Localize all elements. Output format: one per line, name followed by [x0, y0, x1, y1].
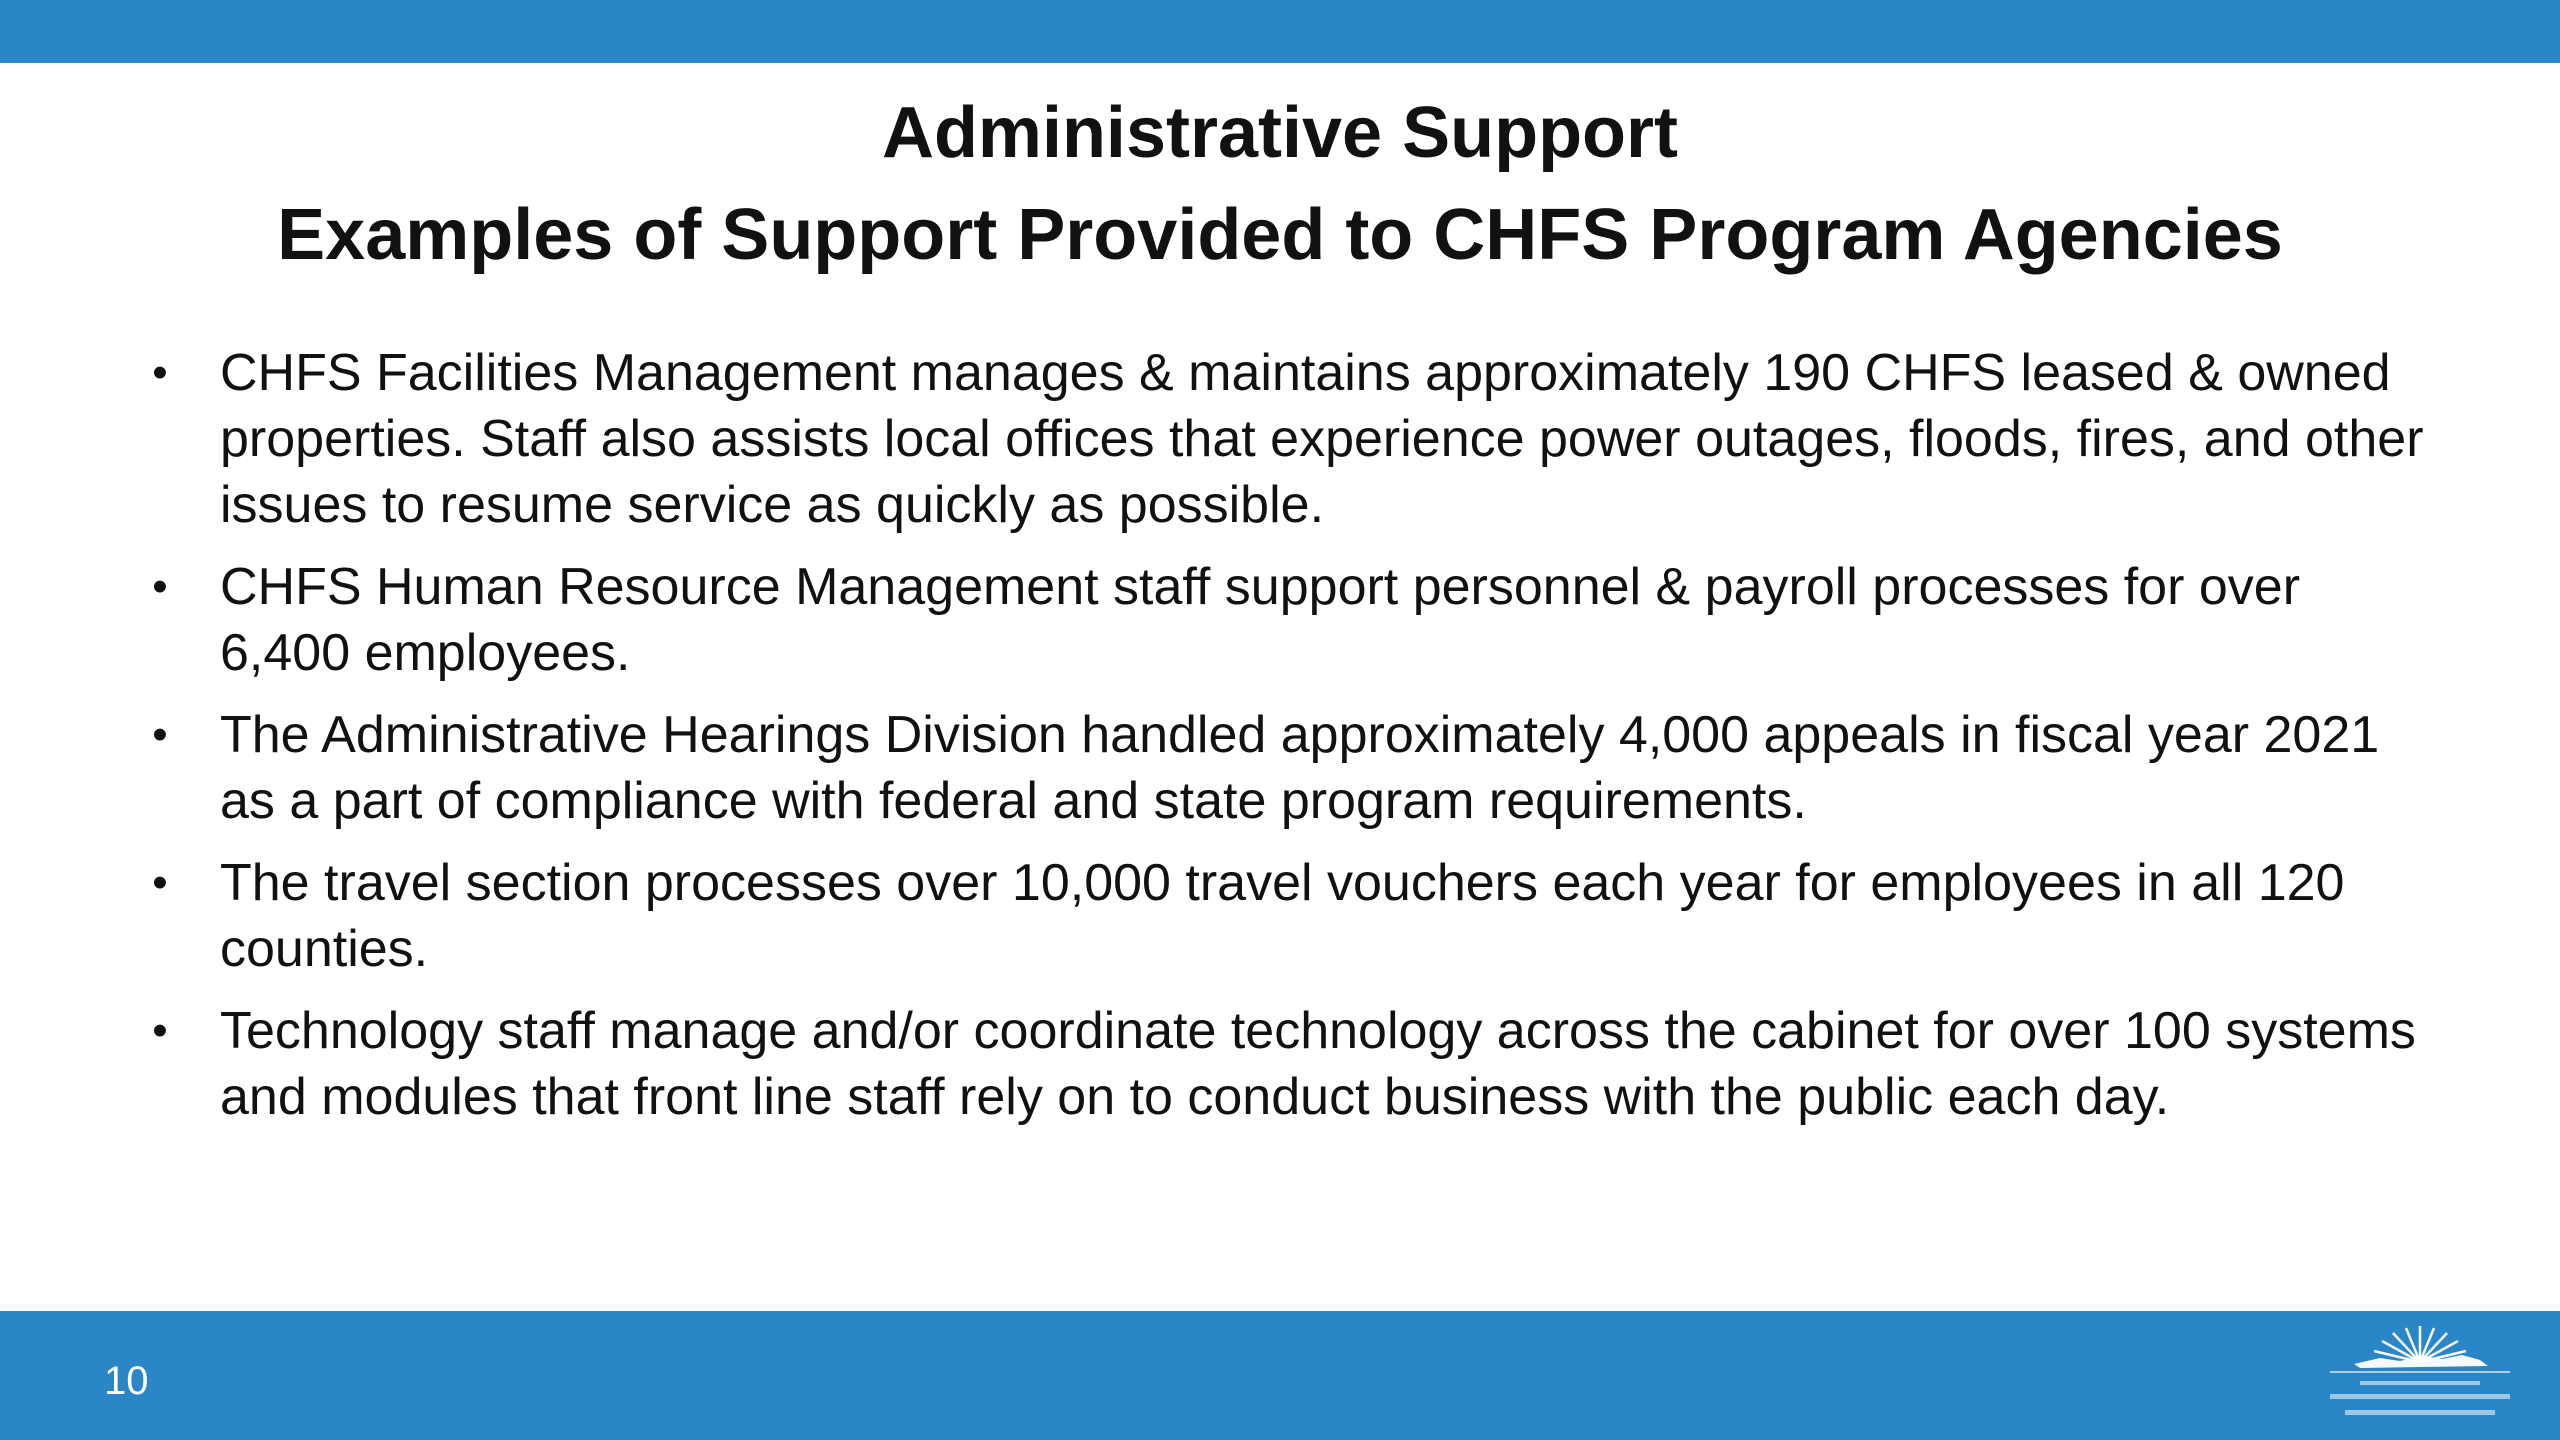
top-banner: [0, 0, 2560, 63]
bullet-text: CHFS Facilities Management manages & maintains approximately 190 CHFS leased & owned properties. Staff also assists local offices that experience power outages, floods, fires, and other issues to resume service as quickly as possible.: [220, 344, 2424, 534]
bullet-item: [140, 554, 2440, 686]
title-line-1: Administrative Support: [881, 93, 1679, 173]
bullet-text: The Administrative Hearings Division handled approximately 4,000 appeals in fiscal year 2021 as a part of compliance with federal and state program requirements.: [220, 706, 2380, 830]
bullet-text: The travel section processes over 10,000 travel vouchers each year for employees in all 120 counties.: [220, 854, 2345, 978]
bullet-item: [140, 340, 2440, 538]
bullet-marker: •: [152, 710, 168, 759]
bullet-marker: •: [152, 1006, 168, 1055]
bullet-text: CHFS Human Resource Management staff support personnel & payroll processes for over 6,400 employees.: [220, 558, 2301, 682]
kentucky-cabinet-logo-icon: [2320, 1318, 2520, 1428]
bottom-banner: [0, 1311, 2560, 1440]
bullet-item: [140, 850, 2440, 982]
bullet-marker: •: [152, 858, 168, 907]
bullet-item: [140, 998, 2440, 1130]
slide-title: [0, 82, 2560, 286]
bullet-list: [140, 340, 2440, 1146]
bullet-text: Technology staff manage and/or coordinate technology across the cabinet for over 100 systems and modules that front line staff rely on to conduct business with the public each day.: [220, 1002, 2416, 1126]
bullet-marker: •: [152, 348, 168, 397]
bullet-marker: •: [152, 562, 168, 611]
title-line-2: Examples of Support Provided to CHFS Program Agencies: [277, 195, 2283, 275]
bullet-item: [140, 702, 2440, 834]
page-number: 10: [104, 1359, 149, 1403]
